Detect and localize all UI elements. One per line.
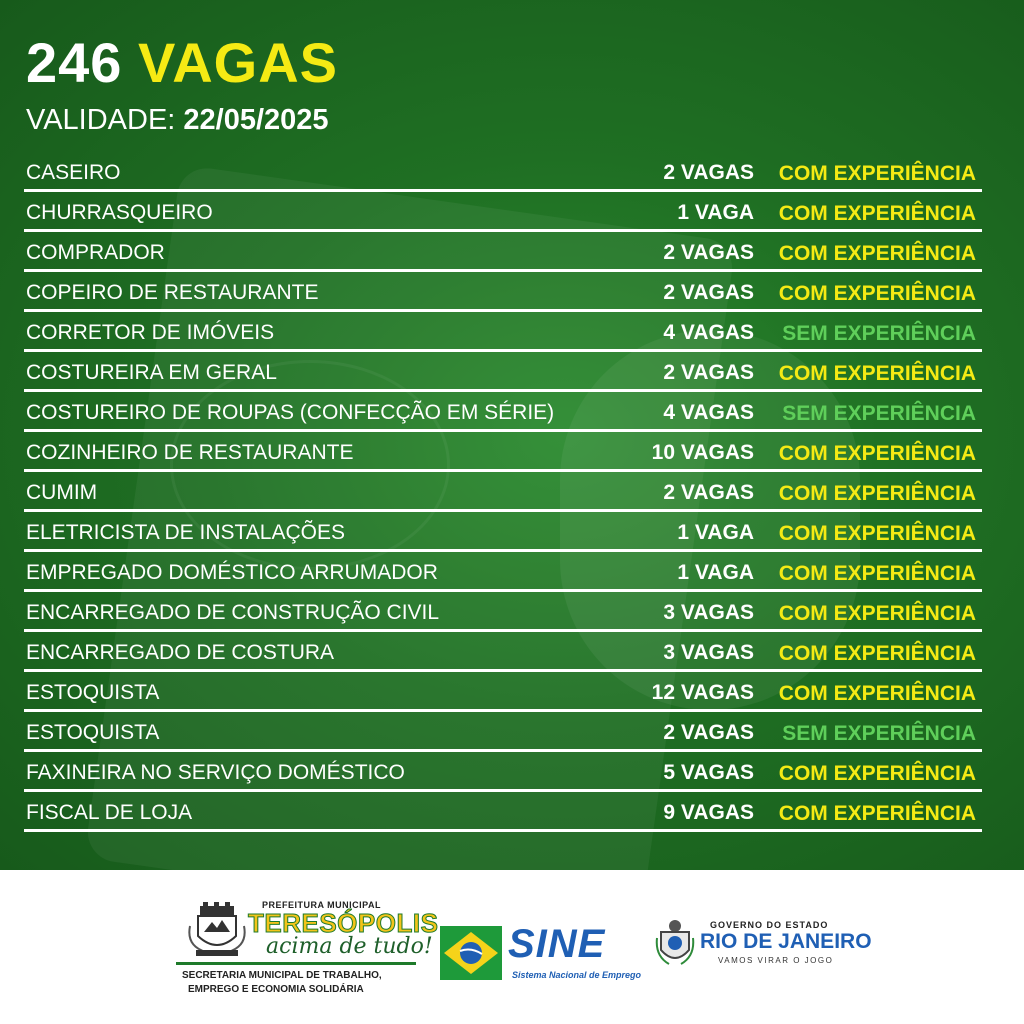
rj-name: RIO DE JANEIRO — [700, 930, 872, 953]
job-vacancy-count: 1 VAGA — [677, 201, 754, 224]
job-requirement: COM EXPERIÊNCIA — [778, 762, 976, 785]
vacancy-total: 246 — [26, 31, 123, 94]
secretaria-line-2: EMPREGO E ECONOMIA SOLIDÁRIA — [188, 984, 364, 995]
job-row — [24, 552, 982, 592]
job-title: EMPREGADO DOMÉSTICO ARRUMADOR — [26, 561, 438, 584]
sine-flag-icon — [440, 926, 502, 980]
job-vacancy-count: 2 VAGAS — [663, 281, 754, 304]
job-vacancy-count: 3 VAGAS — [663, 641, 754, 664]
rio-de-janeiro-crest-icon — [655, 918, 695, 968]
job-list — [24, 152, 982, 832]
sine-name: SINE — [508, 922, 606, 966]
job-row — [24, 192, 982, 232]
job-title: COPEIRO DE RESTAURANTE — [26, 281, 319, 304]
vacancy-title: VAGAS — [138, 31, 338, 94]
job-requirement: COM EXPERIÊNCIA — [778, 162, 976, 185]
job-requirement: COM EXPERIÊNCIA — [778, 522, 976, 545]
secretaria-line-1: SECRETARIA MUNICIPAL DE TRABALHO, — [182, 970, 382, 981]
job-title: COSTUREIRO DE ROUPAS (CONFECÇÃO EM SÉRIE) — [26, 401, 555, 424]
job-vacancy-count: 1 VAGA — [677, 561, 754, 584]
job-title: ESTOQUISTA — [26, 721, 160, 744]
job-requirement: SEM EXPERIÊNCIA — [782, 322, 976, 345]
job-title: ENCARREGADO DE COSTURA — [26, 641, 335, 664]
job-requirement: COM EXPERIÊNCIA — [778, 202, 976, 225]
teresopolis-slogan: acima de tudo! — [266, 934, 433, 959]
validity-label: VALIDADE: — [26, 104, 176, 136]
job-vacancy-count: 2 VAGAS — [663, 481, 754, 504]
job-title: CORRETOR DE IMÓVEIS — [26, 321, 275, 344]
job-requirement: COM EXPERIÊNCIA — [778, 442, 976, 465]
job-row — [24, 472, 982, 512]
job-vacancy-count: 9 VAGAS — [663, 801, 754, 824]
teresopolis-divider — [176, 962, 416, 965]
rj-government: GOVERNO DO ESTADO — [710, 920, 829, 930]
job-vacancy-count: 12 VAGAS — [651, 681, 754, 704]
job-requirement: SEM EXPERIÊNCIA — [782, 402, 976, 425]
job-row — [24, 712, 982, 752]
job-row — [24, 512, 982, 552]
job-row — [24, 152, 982, 192]
job-row — [24, 672, 982, 712]
job-title: CUMIM — [26, 481, 98, 504]
job-title: CHURRASQUEIRO — [26, 201, 213, 224]
job-row — [24, 752, 982, 792]
job-requirement: COM EXPERIÊNCIA — [778, 602, 976, 625]
job-requirement: COM EXPERIÊNCIA — [778, 482, 976, 505]
job-requirement: COM EXPERIÊNCIA — [778, 362, 976, 385]
job-row — [24, 792, 982, 832]
footer — [0, 870, 1024, 1024]
job-requirement: COM EXPERIÊNCIA — [778, 282, 976, 305]
job-vacancy-count: 2 VAGAS — [663, 241, 754, 264]
rj-slogan: VAMOS VIRAR O JOGO — [718, 956, 834, 965]
job-requirement: COM EXPERIÊNCIA — [778, 562, 976, 585]
job-vacancy-count: 1 VAGA — [677, 521, 754, 544]
job-row — [24, 432, 982, 472]
job-vacancy-count: 2 VAGAS — [663, 721, 754, 744]
job-vacancy-count: 5 VAGAS — [663, 761, 754, 784]
job-vacancy-count: 2 VAGAS — [663, 161, 754, 184]
job-title: COZINHEIRO DE RESTAURANTE — [26, 441, 354, 464]
job-title: COSTUREIRA EM GERAL — [26, 361, 277, 384]
job-vacancy-count: 2 VAGAS — [663, 361, 754, 384]
job-requirement: COM EXPERIÊNCIA — [778, 802, 976, 825]
job-row — [24, 592, 982, 632]
job-title: COMPRADOR — [26, 241, 165, 264]
validity — [26, 104, 329, 137]
job-title: FISCAL DE LOJA — [26, 801, 193, 824]
job-row — [24, 232, 982, 272]
teresopolis-prefeitura: PREFEITURA MUNICIPAL — [262, 900, 381, 910]
teresopolis-name: TERESÓPOLIS — [248, 908, 439, 938]
job-vacancy-count: 4 VAGAS — [663, 401, 754, 424]
job-requirement: COM EXPERIÊNCIA — [778, 682, 976, 705]
job-row — [24, 632, 982, 672]
job-row — [24, 272, 982, 312]
job-title: ENCARREGADO DE CONSTRUÇÃO CIVIL — [26, 601, 440, 624]
sine-subtitle: Sistema Nacional de Emprego — [512, 970, 642, 980]
job-row — [24, 352, 982, 392]
job-title: ELETRICISTA DE INSTALAÇÕES — [26, 521, 345, 544]
job-row — [24, 392, 982, 432]
job-title: ESTOQUISTA — [26, 681, 160, 704]
validity-date: 22/05/2025 — [183, 104, 329, 136]
job-requirement: COM EXPERIÊNCIA — [778, 242, 976, 265]
job-title: FAXINEIRA NO SERVIÇO DOMÉSTICO — [26, 761, 405, 784]
teresopolis-crest-icon — [186, 902, 248, 958]
job-row — [24, 312, 982, 352]
job-vacancy-count: 4 VAGAS — [663, 321, 754, 344]
job-requirement: COM EXPERIÊNCIA — [778, 642, 976, 665]
job-vacancy-count: 3 VAGAS — [663, 601, 754, 624]
job-requirement: SEM EXPERIÊNCIA — [782, 722, 976, 745]
job-title: CASEIRO — [26, 161, 121, 184]
job-vacancy-count: 10 VAGAS — [651, 441, 754, 464]
